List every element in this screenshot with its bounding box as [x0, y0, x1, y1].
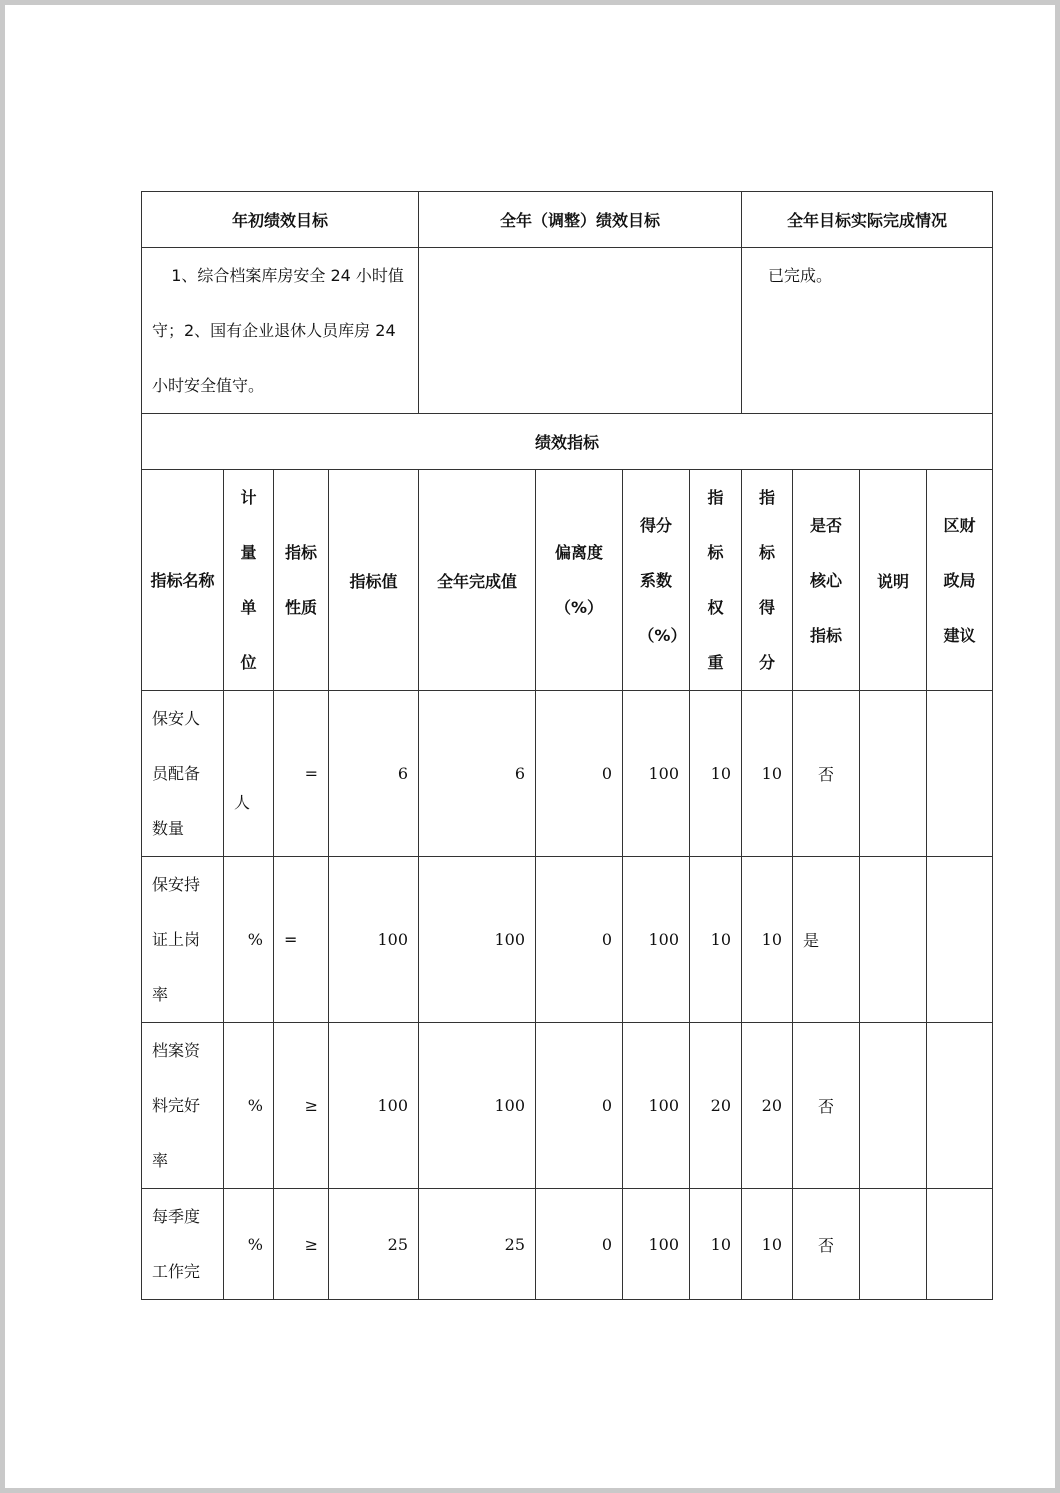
actual-completion-header: 全年目标实际完成情况 [742, 192, 993, 248]
row-score: 10 [742, 857, 793, 1023]
row-core: 否 [793, 691, 860, 857]
row-value: 100 [329, 857, 419, 1023]
row-note [860, 1189, 927, 1300]
row-suggest [927, 691, 993, 857]
row-suggest [927, 1189, 993, 1300]
row-coef: 100 [623, 691, 690, 857]
row-note [860, 691, 927, 857]
row-core: 是 [793, 857, 860, 1023]
row-score: 10 [742, 1189, 793, 1300]
row-deviation: 0 [536, 1189, 623, 1300]
row-nature: ≥ [274, 1189, 329, 1300]
row-nature: = [274, 857, 329, 1023]
col-coef-header: 得分系数（%） [623, 470, 690, 691]
row-actual: 6 [419, 691, 536, 857]
table-row [142, 1189, 993, 1300]
section-title: 绩效指标 [142, 414, 993, 470]
row-unit: 人 [224, 691, 274, 857]
col-unit-header: 计量单位 [224, 470, 274, 691]
col-score-header: 指标得分 [742, 470, 793, 691]
document-page [5, 5, 1055, 1488]
table-row [142, 1023, 993, 1189]
row-value: 25 [329, 1189, 419, 1300]
adjusted-goal-cell [419, 248, 742, 414]
row-deviation: 0 [536, 857, 623, 1023]
row-coef: 100 [623, 1189, 690, 1300]
adjusted-goal-header: 全年（调整）绩效目标 [419, 192, 742, 248]
row-nature: = [274, 691, 329, 857]
row-unit: % [224, 857, 274, 1023]
col-deviation-header: 偏离度（%） [536, 470, 623, 691]
row-coef: 100 [623, 857, 690, 1023]
row-actual: 25 [419, 1189, 536, 1300]
row-suggest [927, 1023, 993, 1189]
row-suggest [927, 857, 993, 1023]
initial-goal-header: 年初绩效目标 [142, 192, 419, 248]
row-core: 否 [793, 1189, 860, 1300]
row-unit: % [224, 1023, 274, 1189]
col-note-header: 说明 [860, 470, 927, 691]
table-row [142, 691, 993, 857]
row-name: 档案资料完好率 [142, 1023, 224, 1189]
table-row [142, 857, 993, 1023]
row-deviation: 0 [536, 691, 623, 857]
row-deviation: 0 [536, 1023, 623, 1189]
row-score: 20 [742, 1023, 793, 1189]
row-weight: 10 [690, 691, 742, 857]
row-name: 保安持证上岗率 [142, 857, 224, 1023]
row-actual: 100 [419, 857, 536, 1023]
row-value: 6 [329, 691, 419, 857]
row-nature: ≥ [274, 1023, 329, 1189]
row-unit: % [224, 1189, 274, 1300]
row-core: 否 [793, 1023, 860, 1189]
row-name: 每季度工作完 [142, 1189, 224, 1300]
col-suggest-header: 区财政局建议 [927, 470, 993, 691]
performance-table [141, 191, 993, 1300]
row-note [860, 857, 927, 1023]
row-score: 10 [742, 691, 793, 857]
col-actual-header: 全年完成值 [419, 470, 536, 691]
row-actual: 100 [419, 1023, 536, 1189]
col-name-header: 指标名称 [142, 470, 224, 691]
row-note [860, 1023, 927, 1189]
col-nature-header: 指标性质 [274, 470, 329, 691]
row-value: 100 [329, 1023, 419, 1189]
initial-goal-cell [142, 248, 419, 414]
actual-completion-text: 已完成。 [768, 266, 833, 285]
initial-goal-text: 1、综合档案库房安全 24 小时值守；2、国有企业退休人员库房 24 小时安全值守。 [152, 266, 404, 395]
col-core-header: 是否核心指标 [793, 470, 860, 691]
col-value-header: 指标值 [329, 470, 419, 691]
actual-completion-cell [742, 248, 993, 414]
row-weight: 10 [690, 1189, 742, 1300]
row-weight: 20 [690, 1023, 742, 1189]
row-coef: 100 [623, 1023, 690, 1189]
row-name: 保安人员配备数量 [142, 691, 224, 857]
row-weight: 10 [690, 857, 742, 1023]
col-weight-header: 指标权重 [690, 470, 742, 691]
